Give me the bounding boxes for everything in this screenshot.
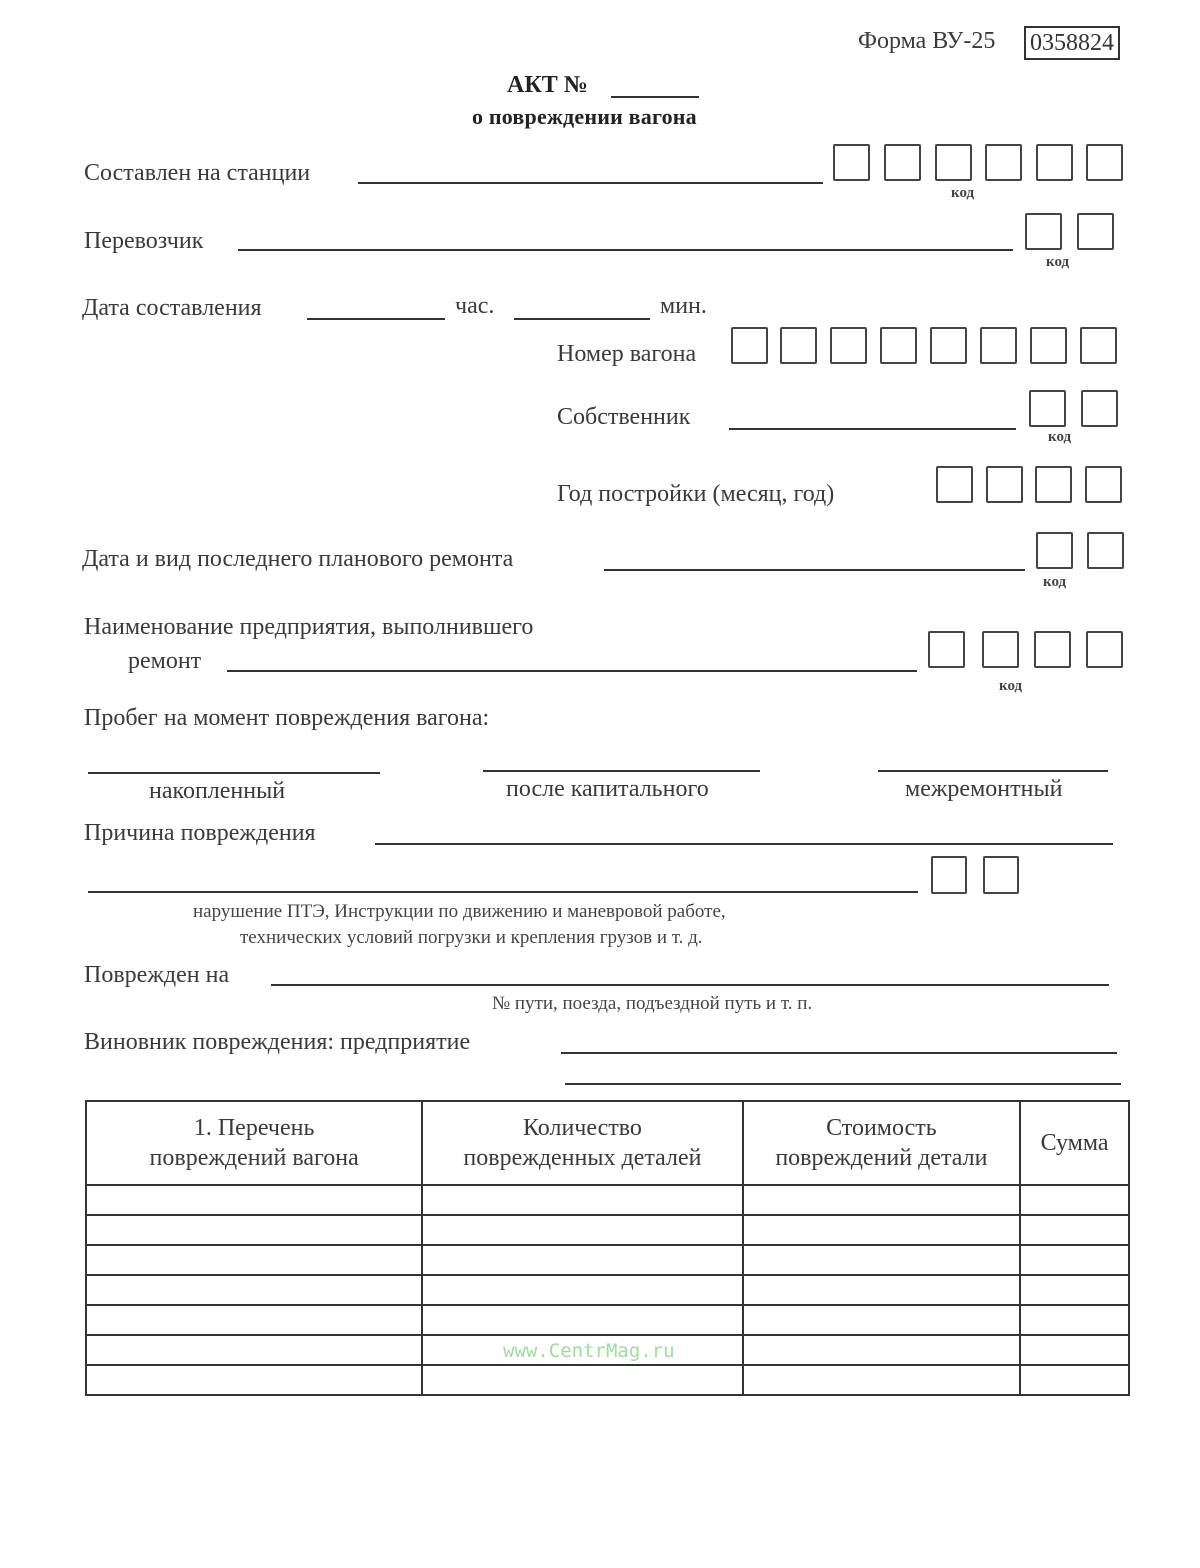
act-number-field[interactable] [611,96,699,98]
damage-cause-hint: нарушение ПТЭ, Инструкции по движению и маневровой работе, [193,901,726,922]
table-cell[interactable] [86,1305,422,1335]
wagon-number-box[interactable] [731,327,768,364]
mileage-between-repairs-input[interactable] [878,770,1108,772]
owner-code-box[interactable] [1081,390,1118,427]
minutes-label: мин. [660,293,707,319]
owner-label: Собственник [557,404,691,430]
repair-enterprise-code-box[interactable] [982,631,1019,668]
table-cell[interactable] [1020,1185,1129,1215]
build-year-box[interactable] [936,466,973,503]
table-cell[interactable] [86,1185,422,1215]
damage-cause-input[interactable] [375,843,1113,845]
table-cell[interactable] [422,1245,742,1275]
wagon-number-label: Номер вагона [557,341,697,367]
table-row [86,1245,1129,1275]
table-row [86,1305,1129,1335]
table-cell[interactable] [86,1365,422,1395]
table-cell[interactable] [743,1245,1020,1275]
wagon-number-box[interactable] [880,327,917,364]
table-cell[interactable] [86,1245,422,1275]
wagon-number-box[interactable] [780,327,817,364]
table-cell[interactable] [1020,1335,1129,1365]
owner-code-box[interactable] [1029,390,1066,427]
carrier-code-label: код [1046,254,1070,270]
table-cell[interactable] [1020,1275,1129,1305]
mileage-after-overhaul-input[interactable] [483,770,760,772]
table-cell[interactable] [743,1215,1020,1245]
damage-cause-label: Причина повреждения [84,820,316,846]
last-repair-input[interactable] [604,569,1025,571]
table-cell[interactable] [743,1275,1020,1305]
form-label: Форма ВУ-25 [858,28,996,54]
damage-cause-input-2[interactable] [88,891,918,893]
damage-cause-code-box[interactable] [931,856,967,894]
table-cell[interactable] [1020,1215,1129,1245]
station-code-box[interactable] [884,144,921,181]
carrier-code-box[interactable] [1025,213,1062,250]
header-quantity-line2: поврежденных деталей [463,1145,702,1171]
table-row [86,1275,1129,1305]
mileage-after-overhaul-caption: после капитального [506,776,709,802]
station-input[interactable] [358,182,823,184]
station-code-label: код [951,185,975,201]
table-cell[interactable] [422,1185,742,1215]
table-cell[interactable] [743,1305,1020,1335]
station-label: Составлен на станции [84,160,311,186]
date-label: Дата составления [82,295,262,321]
station-code-box[interactable] [1036,144,1073,181]
table-cell[interactable] [743,1185,1020,1215]
table-row [86,1215,1129,1245]
header-damage-list [86,1101,422,1185]
table-cell[interactable] [422,1305,742,1335]
minutes-input[interactable] [514,318,650,320]
header-quantity-line1: Количество [522,1115,642,1141]
repair-enterprise-input[interactable] [227,670,917,672]
wagon-number-box[interactable] [830,327,867,364]
build-year-box[interactable] [1085,466,1122,503]
damaged-at-hint: № пути, поезда, подъездной путь и т. п. [492,993,813,1014]
header-damage-list-line2: повреждений вагона [149,1145,359,1171]
act-title [507,72,588,99]
damaged-at-label: Поврежден на [84,962,230,988]
table-cell[interactable] [1020,1365,1129,1395]
build-year-box[interactable] [1035,466,1072,503]
hours-label: час. [455,293,495,319]
date-input[interactable] [307,318,445,320]
wagon-number-box[interactable] [930,327,967,364]
table-cell[interactable] [743,1365,1020,1395]
station-code-box[interactable] [935,144,972,181]
carrier-code-box[interactable] [1077,213,1114,250]
table-cell[interactable] [86,1275,422,1305]
damage-cause-code-box[interactable] [983,856,1019,894]
header-cost-line1: Стоимость [826,1115,937,1141]
mileage-accumulated-input[interactable] [88,772,380,774]
table-cell[interactable] [1020,1305,1129,1335]
header-sum [1020,1101,1129,1185]
station-code-box[interactable] [833,144,870,181]
header-damage-list-line1: 1. Перечень [193,1115,315,1141]
wagon-number-box[interactable] [1080,327,1117,364]
header-cost [743,1101,1020,1185]
header-cost-line2: повреждений детали [775,1145,988,1171]
owner-input[interactable] [729,428,1016,430]
repair-enterprise-code-box[interactable] [1034,631,1071,668]
damaged-at-input[interactable] [271,984,1109,986]
header-quantity [422,1101,742,1185]
owner-code-label: код [1048,429,1072,445]
last-repair-code-label: код [1043,574,1067,590]
watermark: www.CentrMag.ru [503,1340,675,1362]
act-subtitle: о повреждении вагона [472,104,697,129]
table-row [86,1185,1129,1215]
table-header-row [86,1101,1129,1185]
station-code-box[interactable] [1086,144,1123,181]
wagon-number-box[interactable] [980,327,1017,364]
carrier-input[interactable] [238,249,1013,251]
repair-enterprise-label: Наименование предприятия, выполнившего [84,614,534,640]
last-repair-code-box[interactable] [1087,532,1124,569]
culprit-input-2[interactable] [565,1083,1121,1085]
mileage-between-repairs-caption: межремонтный [905,776,1063,802]
table-row [86,1365,1129,1395]
carrier-label: Перевозчик [84,228,204,254]
table-cell[interactable] [1020,1245,1129,1275]
build-year-box[interactable] [986,466,1023,503]
mileage-accumulated-caption: накопленный [149,778,286,804]
repair-enterprise-code-box[interactable] [1086,631,1123,668]
table-cell[interactable] [422,1275,742,1305]
form-number-box: 0358824 [1024,26,1120,60]
culprit-input[interactable] [561,1052,1117,1054]
repair-enterprise-code-label: код [999,678,1023,694]
last-repair-label: Дата и вид последнего планового ремонта [82,546,514,572]
wagon-number-box[interactable] [1030,327,1067,364]
culprit-label: Виновник повреждения: предприятие [84,1029,471,1055]
repair-enterprise-label-2: ремонт [128,648,202,674]
act-title-label: АКТ № [507,72,588,98]
table-cell[interactable] [422,1365,742,1395]
build-year-label: Год постройки (месяц, год) [557,481,835,507]
header-sum-line1: Сумма [1040,1130,1109,1156]
table-cell[interactable] [86,1335,422,1365]
station-code-box[interactable] [985,144,1022,181]
damage-cause-hint-2: технических условий погрузки и крепления грузов и т. д. [240,927,703,948]
table-cell[interactable] [743,1335,1020,1365]
last-repair-code-box[interactable] [1036,532,1073,569]
table-cell[interactable] [422,1215,742,1245]
table-cell[interactable] [86,1215,422,1245]
repair-enterprise-code-box[interactable] [928,631,965,668]
mileage-label: Пробег на момент повреждения вагона: [84,705,490,731]
